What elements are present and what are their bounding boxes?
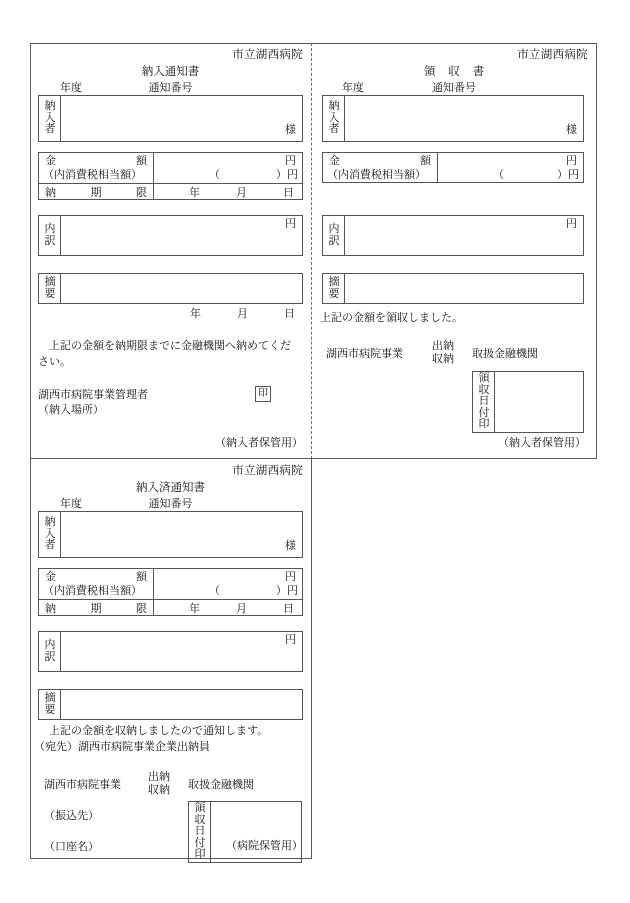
receipt-stamp-char-1-paid: 領 xyxy=(194,802,206,815)
amount-gaku-notice: 額 xyxy=(136,155,147,167)
due-date-label-paid xyxy=(45,603,147,617)
hospital-business-receipt: 湖西市病院事業 xyxy=(326,348,403,360)
receipt-stamp-char-2-paid: 収 xyxy=(194,813,206,826)
statement-paid: 上記の金額を収納しましたので通知します。 xyxy=(49,725,269,737)
paid-notice-right-rule xyxy=(311,458,312,859)
doc-title-notice: 納入通知書 xyxy=(141,66,200,78)
handling-bank-label-paid: 取扱金融機関 xyxy=(188,779,254,791)
tax-yen-receipt: 円 xyxy=(568,169,579,181)
receipt-stamp-char-2: 収 xyxy=(478,383,490,396)
cashier-label-paid xyxy=(148,771,170,798)
date-line-year-notice: 年 xyxy=(190,308,201,320)
cashier-label-receipt xyxy=(432,340,454,367)
summary-box-notice[interactable] xyxy=(38,273,303,304)
statement-line1-notice: 上記の金額を納期限までに金融機関へ納めてくだ xyxy=(49,340,291,352)
place-line-notice: （納入場所） xyxy=(38,404,104,416)
breakdown-char-2-paid: 訳 xyxy=(44,650,56,663)
breakdown-label-notice xyxy=(39,216,61,255)
addressee-line-paid: （宛先）湖西市病院事業企業出納員 xyxy=(34,741,210,753)
receipt-stamp-label-paid xyxy=(189,802,211,862)
payer-label-char-1-receipt: 納 xyxy=(328,100,340,113)
amount-yen-notice: 円 xyxy=(285,155,296,167)
amount-label-notice xyxy=(45,155,147,169)
amount-kin-receipt: 金 xyxy=(329,155,340,167)
amount-box-receipt[interactable] xyxy=(322,152,584,183)
due-month-paid: 月 xyxy=(236,603,247,615)
keeper-tag-receipt: （納入者保管用） xyxy=(498,437,586,450)
amount-tax-paren-close-yen-receipt xyxy=(557,169,579,183)
due-day-notice: 日 xyxy=(283,187,294,199)
receipt-stamp-char-4: 付 xyxy=(478,406,490,419)
payer-label-notice xyxy=(39,96,61,141)
cashier-in-receipt: 出納 xyxy=(432,340,454,352)
summary-char-2: 要 xyxy=(44,287,56,300)
nendo-label-paid: 年度 xyxy=(60,498,82,510)
receipt-stamp-char-5-paid: 印 xyxy=(194,848,206,861)
tax-yen-notice: 円 xyxy=(287,169,298,181)
notice-number-label-paid: 通知番号 xyxy=(148,498,193,510)
due-char-2: 期 xyxy=(90,187,102,199)
nendo-label-notice: 年度 xyxy=(60,82,82,94)
cashier-in-paid: 出納 xyxy=(148,771,170,783)
tax-yen-paid: 円 xyxy=(287,585,298,597)
payer-label-char-3-paid: 者 xyxy=(44,539,56,552)
keeper-tag-paid: （病院保管用） xyxy=(226,840,303,853)
due-month-notice: 月 xyxy=(236,187,247,199)
breakdown-label-receipt xyxy=(323,216,345,255)
breakdown-box-receipt[interactable] xyxy=(322,215,584,256)
amount-kin-paid: 金 xyxy=(45,571,56,583)
amount-tax-note-notice: （内消費税相当額） xyxy=(43,169,142,181)
receipt-stamp-char-5: 印 xyxy=(478,418,490,431)
notice-number-label-notice: 通知番号 xyxy=(148,82,193,94)
payment-form-sheet xyxy=(30,43,597,861)
amount-kin-notice: 金 xyxy=(45,155,56,167)
receipt-stamp-char-4-paid: 付 xyxy=(194,836,206,849)
doc-title-receipt: 領 収 書 xyxy=(423,66,490,78)
hospital-name-notice: 市立湖西病院 xyxy=(232,49,303,61)
amount-box-paid[interactable] xyxy=(38,568,303,616)
payer-honorific-notice: 様 xyxy=(285,124,296,137)
breakdown-box-paid[interactable] xyxy=(38,631,303,672)
manager-line-notice: 湖西市病院事業管理者 xyxy=(38,389,148,401)
seal-stamp-box-notice xyxy=(255,386,271,402)
seal-label-notice: 印 xyxy=(258,387,268,399)
summary-char-2-receipt: 要 xyxy=(328,287,340,300)
receipt-stamp-box-receipt[interactable] xyxy=(472,371,584,433)
receipt-stamp-char-1: 領 xyxy=(478,372,490,385)
amount-tax-paren-close-yen-paid xyxy=(276,585,298,599)
amount-row-divider-paid xyxy=(39,599,302,600)
statement-line2-notice: さい。 xyxy=(38,355,71,368)
due-date-ymd-paid xyxy=(189,603,294,617)
payer-label-char-1: 納 xyxy=(44,100,56,113)
summary-box-receipt[interactable] xyxy=(322,273,584,304)
due-year-paid: 年 xyxy=(189,603,200,615)
payer-label-char-3: 者 xyxy=(44,123,56,136)
payer-box-notice[interactable] xyxy=(38,95,303,142)
amount-label-receipt xyxy=(329,155,431,169)
amount-label-divider-notice xyxy=(153,153,154,199)
summary-char-1-paid: 摘 xyxy=(44,691,56,704)
amount-label-divider-paid xyxy=(153,569,154,615)
hospital-name-receipt: 市立湖西病院 xyxy=(517,49,588,61)
breakdown-char-2: 訳 xyxy=(44,234,56,247)
breakdown-box-notice[interactable] xyxy=(38,215,303,256)
cashier-out-receipt: 収納 xyxy=(432,353,454,366)
hospital-name-paid: 市立湖西病院 xyxy=(232,465,303,477)
summary-char-2-paid: 要 xyxy=(44,703,56,716)
payer-honorific-receipt: 様 xyxy=(566,124,577,137)
summary-char-1-receipt: 摘 xyxy=(328,275,340,288)
due-char-3: 限 xyxy=(136,187,147,199)
payer-label-char-1-paid: 納 xyxy=(44,516,56,529)
breakdown-yen-notice: 円 xyxy=(285,218,296,230)
summary-label-notice xyxy=(39,274,61,303)
summary-label-receipt xyxy=(323,274,345,303)
receipt-stamp-char-3-paid: 日 xyxy=(194,825,206,838)
cashier-out-paid: 収納 xyxy=(148,784,170,797)
amount-tax-note-paid: （内消費税相当額） xyxy=(43,585,142,597)
sheet-right-rule xyxy=(596,43,597,459)
panel-notice xyxy=(30,43,311,459)
due-char-1: 納 xyxy=(45,187,56,199)
payer-label-paid xyxy=(39,512,61,557)
payer-honorific-paid: 様 xyxy=(285,540,296,553)
breakdown-label-paid xyxy=(39,632,61,671)
breakdown-char-2-receipt: 訳 xyxy=(328,234,340,247)
payer-label-char-2-receipt: 入 xyxy=(328,111,340,124)
statement-receipt: 上記の金額を領収しました。 xyxy=(320,312,463,324)
receipt-stamp-char-3: 日 xyxy=(478,395,490,408)
amount-tax-paren-open-notice: （ xyxy=(209,169,220,181)
doc-title-paid: 納入済通知書 xyxy=(136,482,205,494)
amount-tax-paren-open-paid: （ xyxy=(209,585,220,597)
due-date-ymd-notice xyxy=(189,187,294,201)
amount-label-divider-receipt xyxy=(437,153,438,182)
amount-label-paid xyxy=(45,571,147,585)
account-name-paid: （口座名） xyxy=(44,841,99,853)
payer-box-receipt[interactable] xyxy=(322,95,584,142)
breakdown-char-1: 内 xyxy=(44,222,56,235)
payer-label-receipt xyxy=(323,96,345,141)
amount-yen-paid: 円 xyxy=(285,571,296,583)
payer-label-char-3-receipt: 者 xyxy=(328,123,340,136)
handling-bank-label-receipt: 取扱金融機関 xyxy=(472,348,538,360)
breakdown-yen-receipt: 円 xyxy=(566,218,577,230)
amount-tax-paren-open-receipt: （ xyxy=(493,169,504,181)
statement-notice xyxy=(38,339,304,371)
due-char-1-paid: 納 xyxy=(45,603,56,615)
amount-gaku-paid: 額 xyxy=(136,571,147,583)
breakdown-char-1-receipt: 内 xyxy=(328,222,340,235)
amount-tax-paren-close-yen-notice xyxy=(276,169,298,183)
due-day-paid: 日 xyxy=(283,603,294,615)
amount-row-divider-notice xyxy=(39,183,302,184)
paren-close-receipt: ） xyxy=(557,169,568,181)
paren-close-notice: ） xyxy=(276,169,287,181)
due-char-2-paid: 期 xyxy=(90,603,102,615)
payer-box-paid[interactable] xyxy=(38,511,303,558)
amount-gaku-receipt: 額 xyxy=(420,155,431,167)
paren-close-paid: ） xyxy=(276,585,287,597)
nendo-label-receipt: 年度 xyxy=(342,82,364,94)
receipt-stamp-label-receipt xyxy=(473,372,495,432)
date-line-day-notice: 日 xyxy=(284,308,295,320)
notice-number-label-receipt: 通知番号 xyxy=(432,82,476,94)
keeper-tag-notice: （納入者保管用） xyxy=(215,437,303,450)
summary-box-paid[interactable] xyxy=(38,689,303,720)
payer-label-char-2: 入 xyxy=(44,111,56,124)
summary-label-paid xyxy=(39,690,61,719)
date-line-notice xyxy=(190,308,295,322)
breakdown-yen-paid: 円 xyxy=(285,634,296,646)
panel-receipt xyxy=(312,43,596,459)
amount-box-notice[interactable] xyxy=(38,152,303,200)
transfer-to-paid: （振込先） xyxy=(44,810,99,822)
panel-paid-notice xyxy=(30,459,311,861)
payer-label-char-2-paid: 入 xyxy=(44,527,56,540)
due-year-notice: 年 xyxy=(189,187,200,199)
date-line-month-notice: 月 xyxy=(237,308,248,320)
breakdown-char-1-paid: 内 xyxy=(44,638,56,651)
summary-char-1: 摘 xyxy=(44,275,56,288)
hospital-business-paid: 湖西市病院事業 xyxy=(44,779,121,791)
amount-tax-note-receipt: （内消費税相当額） xyxy=(327,169,426,181)
due-char-3-paid: 限 xyxy=(136,603,147,615)
due-date-label-notice xyxy=(45,187,147,201)
amount-yen-receipt: 円 xyxy=(566,155,577,167)
